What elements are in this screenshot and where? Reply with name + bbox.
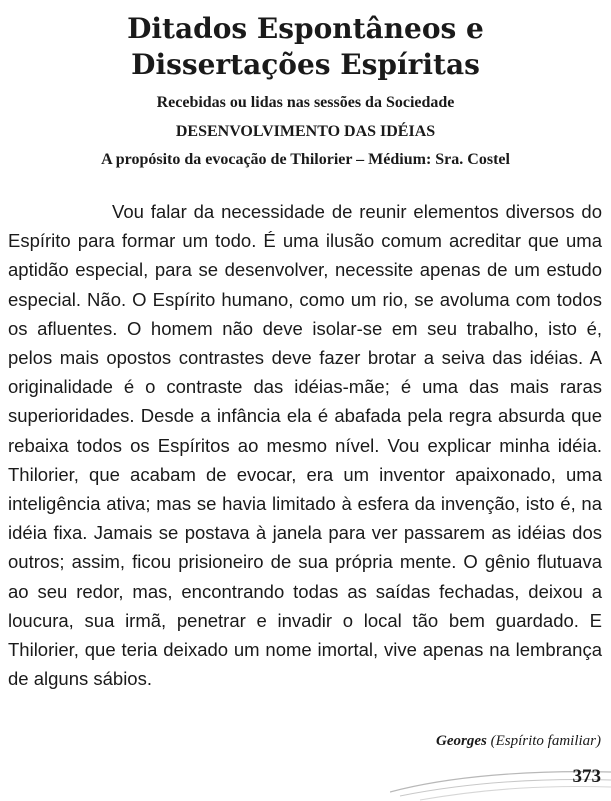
section-title: DESENVOLVIMENTO DAS IDÉIAS	[175, 123, 436, 140]
signature-author: Georges	[436, 733, 487, 749]
signature-role: (Espírito familiar)	[490, 733, 601, 749]
subtitle: Recebidas ou lidas nas sessões da Sociedade	[156, 94, 455, 111]
page-number: 373	[572, 766, 601, 787]
context-line: A propósito da evocação de Thilorier – Médium: Sra. Costel	[101, 151, 510, 168]
page-title-line1: Ditados Espontâneos e	[127, 12, 484, 45]
body-paragraph: Vou falar da necessidade de reunir elementos diversos do Espírito para formar um todo. É uma ilusão comum acreditar que uma aptidão especial, para se desenvolver, necessite apenas de um estudo especial. Não. O Espírito humano, como um rio, se avoluma com todos os afluentes. O homem não deve isolar-se em seu trabalho, isto é, pelos mais opostos contrastes deve fazer brotar a seiva das idéias. A originalidade é o contraste das idéias-mãe; é uma das mais raras superioridades. Desde a infância ela é abafada pela regra absurda que rebaixa todos os Espíritos ao mesmo nível. Vou explicar minha idéia. Thilorier, que acabam de evocar, era um inventor apaixonado, uma inteligência ativa; mas se havia limitado à esfera da invenção, isto é, na idéia fixa. Jamais se postava à janela para ver passarem as idéias dos outros; assim, ficou prisioneiro de sua própria mente. O gênio flutuava ao seu redor, mas, encontrando todas as saídas fechadas, deixou a loucura, sua irmã, penetrar e invadir o local tão bem guardado. E Thilorier, que teria deixado um nome imortal, vive apenas na lembrança de alguns sábios.	[8, 201, 602, 690]
signature	[436, 733, 601, 750]
page-title-line2: Dissertações Espíritas	[131, 48, 480, 81]
